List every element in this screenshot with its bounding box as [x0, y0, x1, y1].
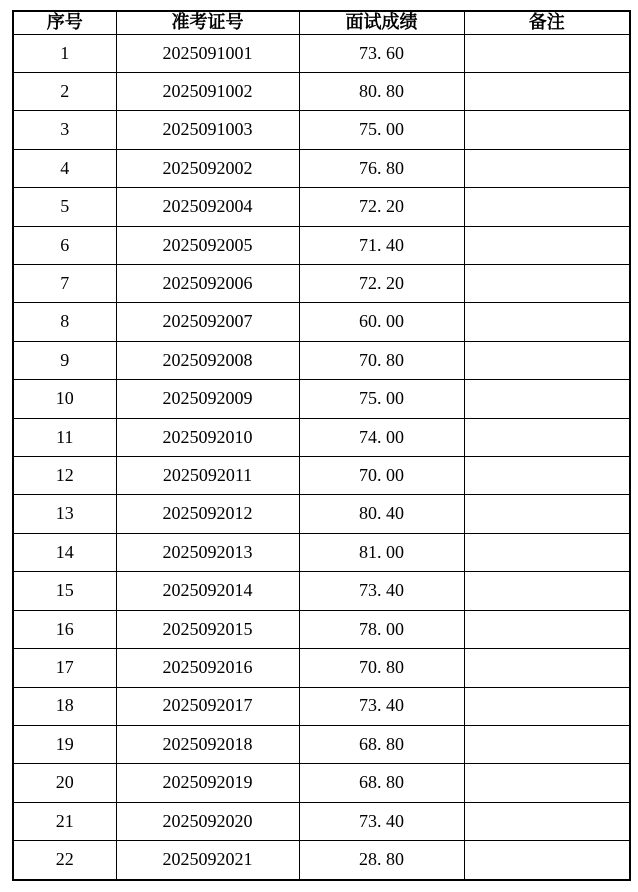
cell-ticket: 2025092015: [116, 610, 299, 648]
cell-no: 16: [13, 610, 116, 648]
cell-no: 4: [13, 149, 116, 187]
cell-score: 73. 40: [299, 572, 464, 610]
cell-ticket: 2025092007: [116, 303, 299, 341]
table-row: [13, 687, 630, 725]
cell-ticket: 2025092010: [116, 418, 299, 456]
cell-ticket: 2025092019: [116, 764, 299, 802]
cell-remark: [464, 34, 630, 72]
cell-ticket: 2025091002: [116, 73, 299, 111]
cell-no: 9: [13, 341, 116, 379]
cell-score: 73. 60: [299, 34, 464, 72]
cell-no: 3: [13, 111, 116, 149]
cell-ticket: 2025092013: [116, 533, 299, 571]
table-row: [13, 265, 630, 303]
cell-score: 70. 00: [299, 457, 464, 495]
cell-ticket: 2025092002: [116, 149, 299, 187]
cell-no: 5: [13, 188, 116, 226]
cell-remark: [464, 111, 630, 149]
cell-score: 70. 80: [299, 341, 464, 379]
table-row: [13, 149, 630, 187]
cell-remark: [464, 380, 630, 418]
cell-score: 68. 80: [299, 725, 464, 763]
cell-remark: [464, 303, 630, 341]
cell-remark: [464, 725, 630, 763]
cell-score: 80. 80: [299, 73, 464, 111]
cell-score: 80. 40: [299, 495, 464, 533]
table-row: [13, 725, 630, 763]
table-row: [13, 764, 630, 802]
score-table: [12, 10, 631, 881]
cell-score: 70. 80: [299, 649, 464, 687]
cell-score: 75. 00: [299, 111, 464, 149]
cell-ticket: 2025092004: [116, 188, 299, 226]
cell-no: 7: [13, 265, 116, 303]
cell-ticket: 2025092011: [116, 457, 299, 495]
cell-ticket: 2025092016: [116, 649, 299, 687]
score-table-body: [13, 34, 630, 880]
cell-no: 13: [13, 495, 116, 533]
table-row: [13, 841, 630, 880]
cell-remark: [464, 226, 630, 264]
cell-ticket: 2025092018: [116, 725, 299, 763]
cell-no: 1: [13, 34, 116, 72]
cell-score: 60. 00: [299, 303, 464, 341]
cell-score: 75. 00: [299, 380, 464, 418]
table-row: [13, 111, 630, 149]
column-header-ticket: 准考证号: [116, 11, 299, 34]
cell-remark: [464, 687, 630, 725]
cell-remark: [464, 764, 630, 802]
cell-ticket: 2025092012: [116, 495, 299, 533]
cell-score: 76. 80: [299, 149, 464, 187]
cell-remark: [464, 418, 630, 456]
cell-score: 28. 80: [299, 841, 464, 880]
cell-no: 14: [13, 533, 116, 571]
table-row: [13, 649, 630, 687]
cell-no: 10: [13, 380, 116, 418]
cell-score: 73. 40: [299, 687, 464, 725]
cell-no: 18: [13, 687, 116, 725]
cell-score: 71. 40: [299, 226, 464, 264]
table-row: [13, 380, 630, 418]
table-row: [13, 457, 630, 495]
table-row: [13, 418, 630, 456]
cell-remark: [464, 649, 630, 687]
header-row: [13, 11, 630, 34]
cell-no: 8: [13, 303, 116, 341]
table-row: [13, 610, 630, 648]
cell-remark: [464, 149, 630, 187]
cell-score: 72. 20: [299, 188, 464, 226]
column-header-no: 序号: [13, 11, 116, 34]
table-row: [13, 802, 630, 840]
cell-no: 20: [13, 764, 116, 802]
table-row: [13, 303, 630, 341]
cell-remark: [464, 572, 630, 610]
table-row: [13, 73, 630, 111]
cell-remark: [464, 533, 630, 571]
cell-remark: [464, 188, 630, 226]
cell-no: 21: [13, 802, 116, 840]
table-row: [13, 226, 630, 264]
table-row: [13, 533, 630, 571]
cell-score: 74. 00: [299, 418, 464, 456]
table-row: [13, 572, 630, 610]
cell-no: 15: [13, 572, 116, 610]
cell-score: 72. 20: [299, 265, 464, 303]
cell-remark: [464, 265, 630, 303]
cell-remark: [464, 457, 630, 495]
cell-ticket: 2025092008: [116, 341, 299, 379]
cell-remark: [464, 802, 630, 840]
cell-no: 17: [13, 649, 116, 687]
cell-remark: [464, 341, 630, 379]
cell-ticket: 2025091003: [116, 111, 299, 149]
cell-no: 11: [13, 418, 116, 456]
cell-score: 78. 00: [299, 610, 464, 648]
cell-no: 19: [13, 725, 116, 763]
cell-score: 68. 80: [299, 764, 464, 802]
cell-no: 22: [13, 841, 116, 880]
cell-ticket: 2025092021: [116, 841, 299, 880]
cell-ticket: 2025092020: [116, 802, 299, 840]
cell-remark: [464, 841, 630, 880]
column-header-score: 面试成绩: [299, 11, 464, 34]
table-row: [13, 495, 630, 533]
cell-ticket: 2025092005: [116, 226, 299, 264]
cell-score: 81. 00: [299, 533, 464, 571]
cell-remark: [464, 610, 630, 648]
table-row: [13, 34, 630, 72]
cell-remark: [464, 495, 630, 533]
cell-no: 6: [13, 226, 116, 264]
cell-score: 73. 40: [299, 802, 464, 840]
column-header-remark: 备注: [464, 11, 630, 34]
cell-ticket: 2025091001: [116, 34, 299, 72]
cell-no: 2: [13, 73, 116, 111]
cell-no: 12: [13, 457, 116, 495]
cell-remark: [464, 73, 630, 111]
cell-ticket: 2025092017: [116, 687, 299, 725]
table-row: [13, 188, 630, 226]
cell-ticket: 2025092009: [116, 380, 299, 418]
table-row: [13, 341, 630, 379]
cell-ticket: 2025092006: [116, 265, 299, 303]
cell-ticket: 2025092014: [116, 572, 299, 610]
